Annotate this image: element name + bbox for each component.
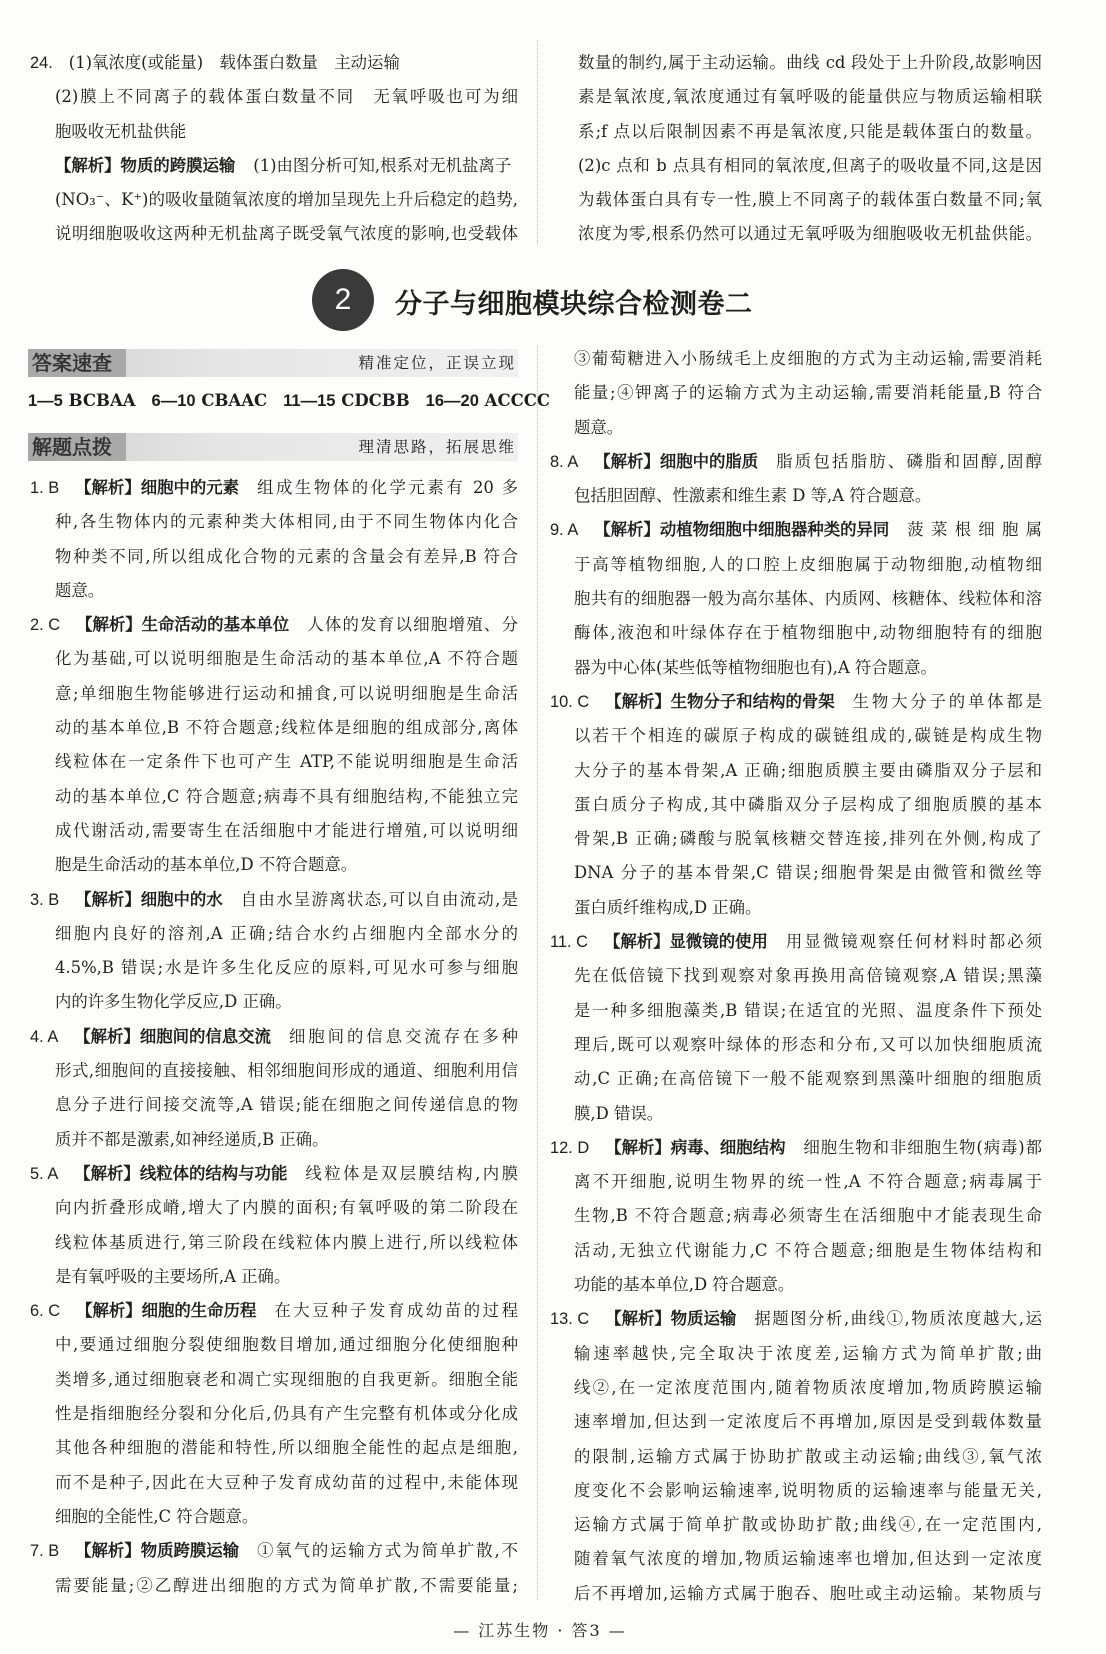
item-first-line: [550, 1302, 1042, 1336]
analysis-topic: 【解析】物质的跨膜运输: [55, 155, 236, 175]
line-text: 线②,在一定浓度范围内,随着物质浓度增加,物质跨膜运输: [574, 1377, 1042, 1397]
line-text: 系;f 点以后限制因素不再是氧浓度,只能是载体蛋白的数量。: [578, 121, 1042, 141]
text-line: [30, 217, 518, 251]
text-line: [578, 115, 1042, 149]
text-line: [30, 183, 518, 217]
line-text: 成代谢活动,需要寄生在活细胞中才能进行增殖,可以说明细: [55, 820, 518, 840]
answer-keys: ACCCC: [484, 391, 550, 410]
line-text: 人体的发育以细胞增殖、分: [307, 615, 518, 635]
item-line: [550, 582, 1042, 616]
item-line: [550, 1405, 1042, 1439]
item-line: [550, 1371, 1042, 1405]
column-divider-main: [537, 345, 538, 1600]
item-line: [30, 745, 518, 779]
line-text: 器为中心体(某些低等植物细胞也有),A 符合题意。: [574, 657, 937, 677]
item-answer: 8. A: [550, 452, 579, 471]
analysis-topic: 【解析】病毒、细胞结构: [605, 1137, 786, 1157]
line-text: 内的许多生物化学反应,D 正确。: [55, 992, 292, 1012]
item-line: [30, 1123, 518, 1157]
line-text: 胞吸收无机盐供能: [55, 121, 187, 141]
line-text: 线粒体是双层膜结构,内膜: [305, 1163, 518, 1183]
item-answer: 6. C: [30, 1302, 61, 1321]
item-first-line: [550, 1131, 1042, 1165]
text-line: [578, 149, 1042, 183]
line-text: DNA 分子的基本骨架,C 错误;细胞骨架是由微管和微丝等: [574, 863, 1042, 883]
bar-label: 答案速查: [28, 349, 126, 377]
line-text: 题意。: [574, 417, 624, 437]
item-line: [550, 1234, 1042, 1268]
item-line: [550, 1199, 1042, 1233]
item-line: [550, 1508, 1042, 1542]
item-line: [30, 814, 518, 848]
text-line: [30, 115, 518, 149]
line-text: 需要能量;②乙醇进出细胞的方式为简单扩散,不需要能量;: [55, 1575, 518, 1595]
line-text: 为载体蛋白具有专一性,膜上不同离子的载体蛋白数量不同;氧: [578, 190, 1042, 210]
item-line: [550, 1542, 1042, 1576]
line-text: 包括胆固醇、性激素和维生素 D 等,A 符合题意。: [574, 486, 932, 506]
line-text: (1)由图分析可知,根系对无机盐离子: [253, 155, 512, 175]
analysis-topic: 【解析】生命活动的基本单位: [76, 615, 290, 635]
line-text: 功能的基本单位,D 符合题意。: [574, 1275, 795, 1295]
line-text: ③葡萄糖进入小肠绒毛上皮细胞的方式为主动运输,需要消耗: [574, 349, 1042, 368]
line-text: 4.5%,B 错误;水是许多生化反应的原料,可见水可参与细胞: [55, 958, 518, 978]
item-line: [550, 479, 1042, 513]
item-line: [550, 822, 1042, 856]
item-line: [30, 1191, 518, 1225]
item-line: [550, 1577, 1042, 1611]
item-first-line: [30, 1294, 518, 1328]
line-text: 以若干个相连的碳原子构成的碳链组成的,碳链是构成生物: [574, 726, 1042, 746]
item-first-line: [550, 445, 1042, 479]
line-text: 是有氧呼吸的主要场所,A 正确。: [55, 1266, 291, 1286]
line-text: 骨架,B 正确;磷酸与脱氧核糖交替连接,排列在外侧,构成了: [574, 829, 1042, 849]
line-text: 细胞内良好的溶剂,A 正确;结合水约占细胞内全部水分的: [55, 923, 518, 943]
item-first-line: [550, 342, 1042, 376]
answer-range: 16—20: [425, 392, 479, 410]
analysis-topic: 【解析】线粒体的结构与功能: [74, 1163, 288, 1183]
line-text: 质并不都是激素,如神经递质,B 正确。: [55, 1129, 329, 1149]
item-first-line: [550, 685, 1042, 719]
analysis-topic: 【解析】细胞中的脂质: [594, 451, 759, 471]
item-line: [30, 505, 518, 539]
line-text: 线粒体在一定条件下也可产生 ATP,不能说明细胞是生命活: [55, 752, 518, 772]
answer-group: [283, 391, 410, 410]
item-line: [30, 711, 518, 745]
item-line: [550, 788, 1042, 822]
line-text: 其他各种细胞的潜能和特性,所以细胞全能性的起点是细胞,: [55, 1438, 518, 1458]
right-column: [550, 342, 1042, 1611]
analysis-bar: [28, 433, 518, 461]
item-first-line: [30, 1534, 518, 1568]
column-divider-top: [537, 40, 538, 245]
line-text: 后不再增加,运输方式属于胞吞、胞吐或主动运输。某物质与: [574, 1583, 1042, 1603]
line-text: 说明细胞吸收这两种无机盐离子既受氧气浓度的影响,也受载体: [55, 224, 518, 244]
item-line: [550, 994, 1042, 1028]
answer-quick-check-bar: [28, 349, 518, 377]
item-line: [30, 917, 518, 951]
analysis-topic: 【解析】物质跨膜运输: [75, 1541, 240, 1561]
item-line: [30, 540, 518, 574]
item-line: [550, 616, 1042, 650]
item-line: [550, 376, 1042, 410]
answer-range: 1—5: [28, 392, 63, 410]
line-text: 据题图分析,曲线①,物质浓度越大,运: [754, 1309, 1042, 1329]
item-first-line: [30, 1020, 518, 1054]
line-text: 组成生物体的化学元素有 20 多: [257, 478, 518, 497]
item-answer: 9. A: [550, 521, 579, 540]
line-text: 中,要通过细胞分裂使细胞数目增加,通过细胞分化使细胞种: [55, 1335, 518, 1355]
analysis-topic: 【解析】显微镜的使用: [603, 932, 768, 952]
line-text: 向内折叠形成嵴,增大了内膜的面积;有氧呼吸的第二阶段在: [55, 1198, 518, 1218]
item-line: [30, 985, 518, 1019]
line-text: 自由水呈游离状态,可以自由流动,是: [240, 889, 518, 909]
item-line: [30, 677, 518, 711]
line-text: 活动,无独立代谢能力,C 不符合题意;细胞是生物体结构和: [574, 1240, 1042, 1260]
item-line: [30, 1569, 518, 1603]
answer-key: [28, 391, 566, 411]
line-text: (NO₃⁻、K⁺)的吸收量随氧浓度的增加呈现先上升后稳定的趋势,: [55, 190, 518, 210]
answer-range: 6—10: [151, 392, 196, 410]
item-first-line: [30, 608, 518, 642]
item-answer: 1. B: [30, 479, 60, 497]
item-line: [30, 1500, 518, 1534]
answer-24-left: [30, 46, 518, 252]
line-text: 度变化不会影响运输速率,说明物质的运输速率与能量无关,: [574, 1480, 1042, 1500]
item-line: [550, 1474, 1042, 1508]
item-line: [30, 1363, 518, 1397]
text-line: [578, 183, 1042, 217]
page-footer: — 江苏生物 · 答3 —: [453, 1621, 627, 1640]
item-answer: 12. D: [550, 1138, 590, 1157]
item-line: [550, 1062, 1042, 1096]
line-text: 理后,既可以观察叶绿体的形态和分布,又可以加快细胞质流: [574, 1034, 1042, 1054]
item-line: [550, 651, 1042, 685]
item-line: [30, 848, 518, 882]
text-line: [578, 80, 1042, 114]
item-line: [30, 780, 518, 814]
item-line: [30, 574, 518, 608]
item-line: [550, 1268, 1042, 1302]
line-text: 先在低倍镜下找到观察对象再换用高倍镜观察,A 错误;黑藻: [574, 966, 1042, 986]
line-text: 动的基本单位,B 不符合题意;线粒体是细胞的组成部分,离体: [55, 718, 518, 738]
line-text: 蛋白质分子构成,其中磷脂双分子层构成了细胞质膜的基本: [574, 794, 1042, 814]
line-text: (2)c 点和 b 点具有相同的氧浓度,但离子的吸收量不同,这是因: [578, 155, 1042, 175]
item-line: [30, 1431, 518, 1465]
item-line: [550, 719, 1042, 753]
line-text: 膜,D 错误。: [574, 1103, 664, 1123]
line-text: 而不是种子,因此在大豆种子发育成幼苗的过程中,未能体现: [55, 1472, 518, 1492]
bar-label: 解题点拨: [28, 433, 126, 461]
item-answer: 11. C: [550, 933, 588, 952]
item-first-line: [30, 883, 518, 917]
line-text: 浓度为零,根系仍然可以通过无氧呼吸为细胞吸收无机盐供能。: [578, 224, 1042, 244]
analysis-topic: 【解析】生物分子和结构的骨架: [605, 691, 835, 711]
line-text: 物种类不同,所以组成化合物的元素的含量会有差异,B 符合: [55, 546, 518, 566]
item-line: [30, 1397, 518, 1431]
line-text: 菠菜根细胞属: [907, 520, 1042, 540]
line-text: 细胞生物和非细胞生物(病毒)都: [803, 1137, 1042, 1157]
line-text: 胞是生命活动的基本单位,D 不符合题意。: [55, 855, 358, 875]
line-text: 线粒体基质进行,第三阶段在线粒体内膜上进行,所以线粒体: [55, 1232, 518, 1252]
item-number: 24.: [30, 54, 53, 72]
line-text: 生物大分子的单体都是: [852, 691, 1042, 711]
item-answer: 3. B: [30, 890, 60, 909]
line-text: 种,各生物体内的元素种类大体相同,由于不同生物体内化合: [55, 512, 518, 532]
line-text: 性是指细胞经分裂和分化后,仍具有产生完整有机体或分化成: [55, 1404, 518, 1424]
item-answer: 4. A: [30, 1027, 59, 1046]
line-text: 蛋白质纤维构成,D 正确。: [574, 897, 762, 917]
item-line: [30, 1226, 518, 1260]
line-text: 生物,B 不符合题意;病毒必须寄生在活细胞中才能表现生命: [574, 1206, 1042, 1226]
left-column: [30, 471, 518, 1603]
line-text: 是一种多细胞藻类,B 错误;在适宜的光照、温度条件下预处: [574, 1000, 1042, 1020]
line-text: 速率增加,但达到一定浓度后不再增加,原因是受到载体数量: [574, 1412, 1042, 1432]
line-text: 用显微镜观察任何材料时都必须: [785, 932, 1042, 952]
answer-keys: CDCBB: [341, 391, 410, 410]
item-line: [550, 1097, 1042, 1131]
line-text: 题意。: [55, 580, 105, 600]
item-answer: 5. A: [30, 1164, 59, 1183]
item-line: [550, 548, 1042, 582]
answer-24-right: [578, 46, 1042, 252]
item-line: [30, 1466, 518, 1500]
item-line: [30, 1088, 518, 1122]
item-first-line: [30, 1157, 518, 1191]
answer-keys: BCBAA: [68, 391, 136, 410]
line-text: 化为基础,可以说明细胞是生命活动的基本单位,A 不符合题: [55, 649, 518, 669]
line-text: 于高等植物细胞,人的口腔上皮细胞属于动物细胞,动植物细: [574, 554, 1042, 574]
answer-group: [152, 391, 268, 410]
answer-keys: CBAAC: [201, 391, 268, 410]
line-text: 息分子进行间接交流等,A 错误;能在细胞之间传递信息的物: [55, 1095, 518, 1115]
item-line: [30, 1054, 518, 1088]
line-text: 意;单细胞生物能够进行运动和捕食,可以说明细胞是生命活: [55, 683, 518, 703]
line-text: 在大豆种子发育成幼苗的过程: [274, 1301, 518, 1321]
line-text: 胞共有的细胞器一般为高尔基体、内质网、核糖体、线粒体和溶: [574, 589, 1042, 609]
line-text: 脂质包括脂肪、磷脂和固醇,固醇: [776, 451, 1042, 471]
line-text: 细胞间的信息交流存在多种: [288, 1026, 518, 1046]
item-first-line: [550, 513, 1042, 547]
answer-group: [28, 391, 136, 410]
line-text: 输速率越快,完全取决于浓度差,运输方式为简单扩散;曲: [574, 1343, 1042, 1363]
item-line: [550, 856, 1042, 890]
answer-group: [426, 391, 550, 410]
line-text: 形式,细胞间的直接接触、相邻细胞间形成的通道、细胞利用信: [55, 1061, 518, 1081]
analysis-topic: 【解析】细胞中的元素: [75, 478, 240, 497]
section-number-badge: 2: [312, 269, 374, 331]
line-text: 离不开细胞,说明生物界的统一性,A 不符合题意;病毒属于: [574, 1172, 1042, 1192]
line-text: 运输方式属于简单扩散或协助扩散;曲线④,在一定范围内,: [574, 1515, 1042, 1535]
line-text: 随着氧气浓度的增加,物质运输速率也增加,但达到一定浓度: [574, 1549, 1042, 1569]
item-line: [30, 1260, 518, 1294]
item-line: [550, 1165, 1042, 1199]
item-line: [550, 959, 1042, 993]
text-line: [30, 80, 518, 114]
item-answer: 7. B: [30, 1542, 60, 1561]
section-title: 分子与细胞模块综合检测卷二: [395, 289, 753, 320]
text-line: [30, 149, 518, 183]
item-line: [550, 1337, 1042, 1371]
analysis-topic: 【解析】物质运输: [605, 1309, 737, 1329]
item-answer: 10. C: [550, 692, 590, 711]
line-text: 素是氧浓度,氧浓度通过有氧呼吸的能量供应与物质运输相联: [578, 87, 1042, 107]
line-text: 能量;④钾离子的运输方式为主动运输,需要消耗能量,B 符合: [574, 383, 1042, 403]
item-line: [550, 1440, 1042, 1474]
line-text: 的限制,运输方式属于协助扩散或主动运输;曲线③,氧气浓: [574, 1446, 1042, 1466]
line-text: 动的基本单位,C 符合题意;病毒不具有细胞结构,不能独立完: [55, 786, 518, 806]
text-line: [578, 46, 1042, 80]
item-line: [550, 891, 1042, 925]
analysis-topic: 【解析】细胞间的信息交流: [74, 1026, 271, 1046]
analysis-topic: 【解析】动植物细胞中细胞器种类的异同: [594, 520, 890, 540]
item-line: [30, 642, 518, 676]
line-text: 大分子的基本骨架,A 正确;细胞质膜主要由磷脂双分子层和: [574, 760, 1042, 780]
item-line: [550, 1028, 1042, 1062]
analysis-topic: 【解析】细胞的生命历程: [76, 1301, 257, 1321]
item-line: [550, 411, 1042, 445]
analysis-topic: 【解析】细胞中的水: [75, 889, 223, 909]
item-first-line: [550, 925, 1042, 959]
text-line: [30, 46, 518, 80]
line-text: 动,C 正确;在高倍镜下一般不能观察到黑藻叶细胞的细胞质: [574, 1069, 1042, 1089]
item-line: [30, 1328, 518, 1362]
line-text: (1)氧浓度(或能量) 载体蛋白数量 主动运输: [68, 53, 400, 72]
item-answer: 2. C: [30, 616, 61, 635]
text-line: [578, 217, 1042, 251]
item-line: [30, 951, 518, 985]
bar-slogan: 精准定位，正误立现: [358, 354, 516, 372]
line-text: 类增多,通过细胞衰老和凋亡实现细胞的自我更新。细胞全能: [55, 1369, 518, 1389]
line-text: ①氧气的运输方式为简单扩散,不: [257, 1541, 518, 1561]
line-text: 数量的制约,属于主动运输。曲线 cd 段处于上升阶段,故影响因: [578, 53, 1042, 72]
item-answer: 13. C: [550, 1310, 590, 1329]
line-text: (2)膜上不同离子的载体蛋白数量不同 无氧呼吸也可为细: [55, 87, 518, 107]
bar-slogan: 理清思路，拓展思维: [358, 438, 516, 456]
item-first-line: [30, 471, 518, 505]
item-line: [550, 754, 1042, 788]
answer-range: 11—15: [283, 392, 336, 410]
line-text: 细胞的全能性,C 符合题意。: [55, 1506, 259, 1526]
line-text: 酶体,液泡和叶绿体存在于植物细胞中,动物细胞特有的细胞: [574, 623, 1042, 643]
